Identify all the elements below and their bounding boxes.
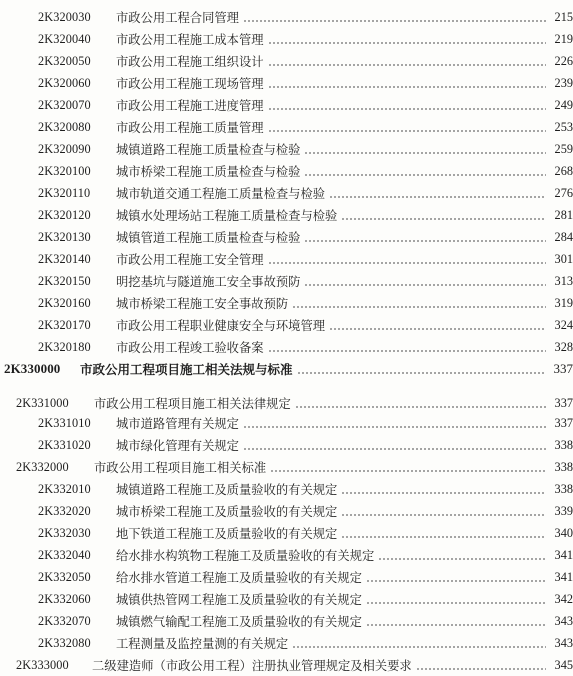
dot-leader [292, 306, 546, 308]
toc-entry[interactable] [0, 182, 573, 204]
toc-entry[interactable] [0, 632, 573, 654]
section-code: 2K332040 [38, 547, 91, 562]
toc-entry[interactable] [0, 160, 573, 182]
toc-entry[interactable] [0, 94, 573, 116]
page-number: 259 [554, 141, 573, 156]
toc-entry[interactable] [0, 544, 573, 566]
dot-leader [304, 174, 546, 176]
toc-entry[interactable] [0, 292, 573, 314]
toc-entry[interactable] [0, 588, 573, 610]
page-number: 343 [554, 635, 573, 650]
toc-entry[interactable] [0, 138, 573, 160]
section-title: 城镇管道工程施工质量检查与检验 [116, 231, 301, 245]
page-number: 338 [554, 459, 573, 474]
page-number: 226 [554, 53, 573, 68]
section-code: 2K320070 [38, 97, 91, 112]
section-title: 城市桥梁工程施工及质量验收的有关规定 [116, 505, 338, 519]
section-code: 2K332000 [16, 459, 69, 474]
dot-leader [268, 86, 546, 88]
dot-leader [268, 42, 546, 44]
page-number: 341 [554, 547, 573, 562]
section-title: 城镇水处理场站工程施工质量检查与检验 [116, 209, 338, 223]
section-title: 市政公用工程项目施工相关法律规定 [94, 397, 291, 411]
dot-leader [341, 514, 546, 516]
section-code: 2K320050 [38, 53, 91, 68]
page-number: 328 [554, 339, 573, 354]
page-number: 338 [554, 437, 573, 452]
section-code: 2K320080 [38, 119, 91, 134]
section-code: 2K320170 [38, 317, 91, 332]
section-title: 二级建造师（市政公用工程）注册执业管理规定及相关要求 [92, 659, 412, 673]
section-code: 2K331010 [38, 415, 91, 430]
section-title: 城镇燃气输配工程施工及质量验收的有关规定 [116, 615, 362, 629]
section-code: 2K320140 [38, 251, 91, 266]
toc-entry[interactable] [0, 248, 573, 270]
section-title: 给水排水管道工程施工及质量验收的有关规定 [116, 571, 362, 585]
toc-entry[interactable] [0, 6, 573, 28]
section-title: 市政公用工程项目施工相关标准 [94, 461, 267, 475]
toc-entry[interactable] [0, 314, 573, 336]
page-number: 253 [554, 119, 573, 134]
section-title: 市政公用工程施工质量管理 [116, 121, 264, 135]
page-number: 249 [554, 97, 573, 112]
section-title: 市政公用工程施工组织设计 [116, 55, 264, 69]
section-title: 市政公用工程施工现场管理 [116, 77, 264, 91]
dot-leader [295, 406, 546, 408]
section-title: 地下铁道工程施工及质量验收的有关规定 [116, 527, 338, 541]
page-number: 341 [554, 569, 573, 584]
toc-entry[interactable] [0, 478, 573, 500]
section-code: 2K332020 [38, 503, 91, 518]
dot-leader [329, 196, 546, 198]
section-title: 工程测量及监控量测的有关规定 [116, 637, 289, 651]
page-number: 339 [554, 503, 573, 518]
chapter-code: 2K330000 [4, 361, 61, 376]
section-title: 城镇供热管网工程施工及质量验收的有关规定 [116, 593, 362, 607]
chapter-title: 市政公用工程项目施工相关法规与标准 [80, 362, 293, 377]
section-code: 2K331020 [38, 437, 91, 452]
section-code: 2K320090 [38, 141, 91, 156]
dot-leader [304, 240, 546, 242]
section-code: 2K320030 [38, 9, 91, 24]
section-title: 城市轨道交通工程施工质量检查与检验 [116, 187, 326, 201]
dot-leader [243, 448, 546, 450]
toc-entry[interactable] [0, 434, 573, 456]
section-title: 城市道路管理有关规定 [116, 417, 239, 431]
dot-leader [366, 624, 546, 626]
section-code: 2K332030 [38, 525, 91, 540]
section-title: 市政公用工程施工安全管理 [116, 253, 264, 267]
section-title: 市政公用工程施工成本管理 [116, 33, 264, 47]
toc-entry[interactable] [0, 412, 573, 434]
dot-leader [243, 20, 546, 22]
section-title: 城市桥梁工程施工质量检查与检验 [116, 165, 301, 179]
section-code: 2K332050 [38, 569, 91, 584]
section-code: 2K320150 [38, 273, 91, 288]
dot-leader [268, 64, 546, 66]
toc-section-entry[interactable] [0, 392, 573, 414]
page-number: 276 [554, 185, 573, 200]
dot-leader [268, 262, 546, 264]
section-title: 城市绿化管理有关规定 [116, 439, 239, 453]
dot-leader [304, 152, 546, 154]
toc-chapter-entry[interactable] [0, 358, 573, 380]
dot-leader [341, 536, 546, 538]
page-number: 219 [554, 31, 573, 46]
dot-leader [341, 218, 546, 220]
section-code: 2K320130 [38, 229, 91, 244]
toc-entry[interactable] [0, 50, 573, 72]
section-title: 市政公用工程竣工验收备案 [116, 341, 264, 355]
toc-entry[interactable] [0, 226, 573, 248]
dot-leader [297, 372, 546, 374]
page-number: 284 [554, 229, 573, 244]
section-title: 市政公用工程施工进度管理 [116, 99, 264, 113]
page-number: 301 [554, 251, 573, 266]
section-title: 城市桥梁工程施工安全事故预防 [116, 297, 289, 311]
page-number: 239 [554, 75, 573, 90]
section-code: 2K331000 [16, 395, 69, 410]
toc-entry[interactable] [0, 28, 573, 50]
page-number: 268 [554, 163, 573, 178]
section-title: 明挖基坑与隧道施工安全事故预防 [116, 275, 301, 289]
section-code: 2K320180 [38, 339, 91, 354]
section-title: 城镇道路工程施工质量检查与检验 [116, 143, 301, 157]
page-number: 281 [554, 207, 573, 222]
dot-leader [416, 668, 546, 670]
toc-section-entry[interactable] [0, 654, 573, 676]
toc-entry[interactable] [0, 270, 573, 292]
toc-section-entry[interactable] [0, 456, 573, 478]
toc-entry[interactable] [0, 610, 573, 632]
section-code: 2K320040 [38, 31, 91, 46]
section-code: 2K320100 [38, 163, 91, 178]
section-code: 2K332010 [38, 481, 91, 496]
section-code: 2K320160 [38, 295, 91, 310]
dot-leader [378, 558, 546, 560]
toc-entry[interactable] [0, 522, 573, 544]
toc-entry[interactable] [0, 72, 573, 94]
toc-entry[interactable] [0, 500, 573, 522]
dot-leader [268, 130, 546, 132]
section-code: 2K333000 [16, 657, 69, 672]
dot-leader [366, 580, 546, 582]
toc-entry[interactable] [0, 204, 573, 226]
section-code: 2K320110 [38, 185, 91, 200]
toc-entry[interactable] [0, 566, 573, 588]
dot-leader [366, 602, 546, 604]
dot-leader [268, 350, 546, 352]
section-code: 2K320120 [38, 207, 91, 222]
section-title: 给水排水构筑物工程施工及质量验收的有关规定 [116, 549, 375, 563]
page-number: 337 [554, 415, 573, 430]
page-number: 340 [554, 525, 573, 540]
page-number: 338 [554, 481, 573, 496]
section-code: 2K332060 [38, 591, 91, 606]
dot-leader [304, 284, 546, 286]
section-title: 市政公用工程合同管理 [116, 11, 239, 25]
page-number: 337 [553, 361, 573, 376]
page-number: 324 [554, 317, 573, 332]
page-number: 342 [554, 591, 573, 606]
dot-leader [329, 328, 546, 330]
dot-leader [292, 646, 546, 648]
toc-entry[interactable] [0, 116, 573, 138]
dot-leader [268, 108, 546, 110]
page-number: 215 [554, 9, 573, 24]
dot-leader [243, 426, 546, 428]
page-number: 337 [554, 395, 573, 410]
dot-leader [341, 492, 546, 494]
toc-entry[interactable] [0, 336, 573, 358]
page-number: 345 [554, 657, 573, 672]
section-code: 2K320060 [38, 75, 91, 90]
section-code: 2K332070 [38, 613, 91, 628]
page-number: 319 [554, 295, 573, 310]
page-number: 343 [554, 613, 573, 628]
section-code: 2K332080 [38, 635, 91, 650]
dot-leader [270, 470, 546, 472]
section-title: 城镇道路工程施工及质量验收的有关规定 [116, 483, 338, 497]
section-title: 市政公用工程职业健康安全与环境管理 [116, 319, 326, 333]
page-number: 313 [554, 273, 573, 288]
